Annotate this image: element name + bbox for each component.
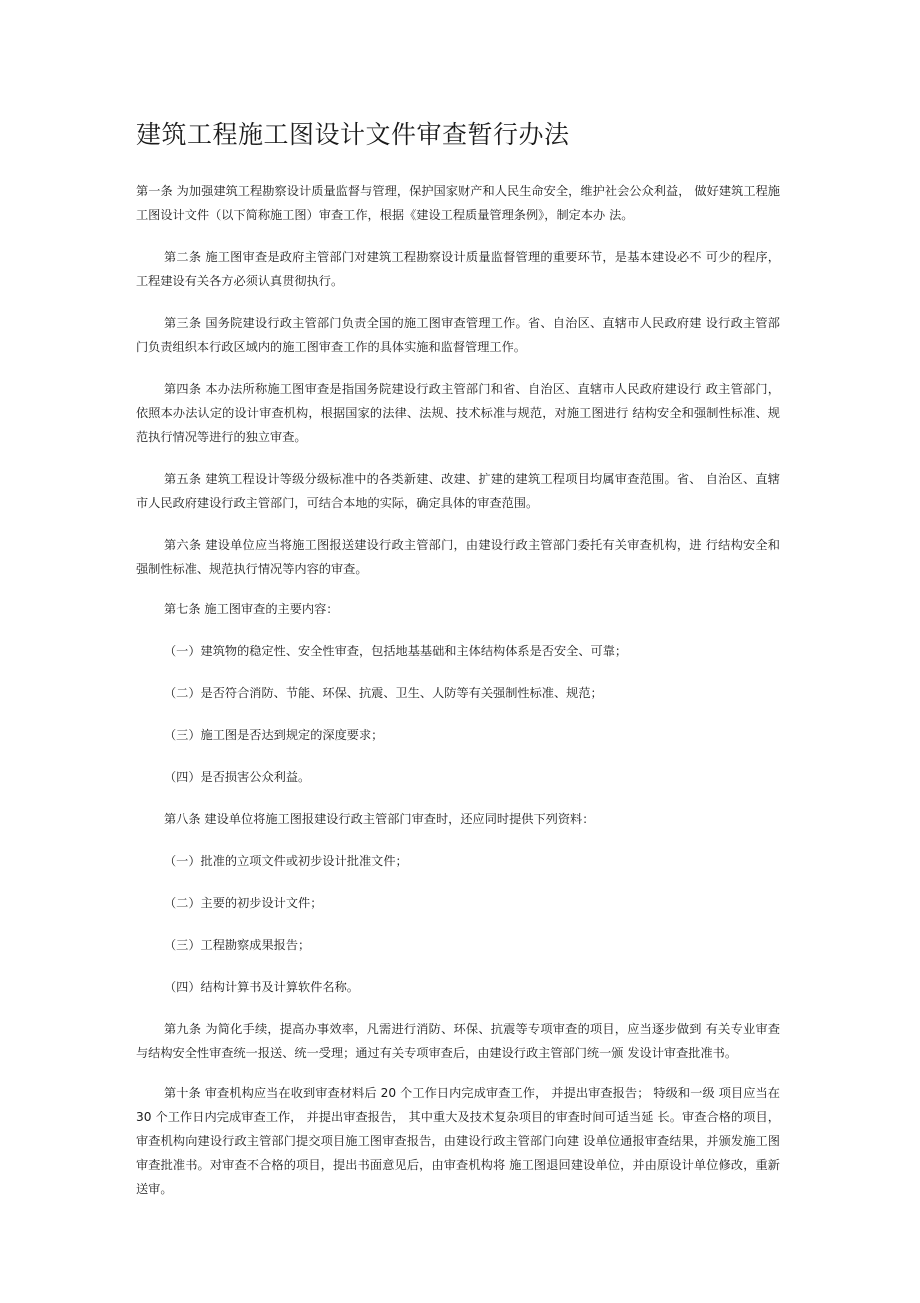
- article-7-item: （四）是否损害公众利益。: [164, 770, 311, 784]
- article-3: 第三条 国务院建设行政主管部门负责全国的施工图审查管理工作。省、自治区、直辖市人民政府建 设行政主管部门负责组织本行政区域内的施工图审查工作的具体实施和监督管理工作。: [136, 316, 780, 354]
- article-8-item: （二）主要的初步设计文件；: [164, 896, 323, 910]
- article-1: 第一条 为加强建筑工程勘察设计质量监督与管理，保护国家财产和人民生命安全，维护社会公众利益， 做好建筑工程施工图设计文件（以下简称施工图）审查工作，根据《建设工程质量管理条例》，制定本办 法。: [136, 184, 780, 222]
- article-8-item: （三）工程勘察成果报告；: [164, 938, 311, 952]
- article-6: 第六条 建设单位应当将施工图报送建设行政主管部门，由建设行政主管部门委托有关审查机构，进 行结构安全和强制性标准、规范执行情况等内容的审查。: [136, 538, 780, 576]
- article-7-item: （三）施工图是否达到规定的深度要求；: [164, 728, 384, 742]
- article-7-item: （二）是否符合消防、节能、环保、抗震、卫生、人防等有关强制性标准、规范；: [164, 686, 603, 700]
- article-8-item: （一）批准的立项文件或初步设计批准文件；: [164, 854, 408, 868]
- article-8-item: （四）结构计算书及计算软件名称。: [164, 980, 359, 994]
- article-7: 第七条 施工图审查的主要内容：: [164, 602, 339, 616]
- article-4: 第四条 本办法所称施工图审查是指国务院建设行政主管部门和省、自治区、直辖市人民政府建设行 政主管部门，依照本办法认定的设计审查机构，根据国家的法律、法规、技术标准与规范，对施工图进行 结构安全和强制性标准、规范执行情况等进行的独立审查。: [136, 382, 780, 444]
- article-10: 第十条 审查机构应当在收到审查材料后 20 个工作日内完成审查工作， 并提出审查报告； 特级和一级 项目应当在 30 个工作日内完成审查工作， 并提出审查报告， 其中重大及技术复杂项目的审查时间可适当延 长。审查合格的项目，审查机构向建设行政主管部门提交项目施工图审查报告，由建设行政主管部门向建 设单位通报审查结果，并颁发施工图审查批准书。对审查不合格的项目，提出书面意见后，由审查机构将 施工图退回建设单位，并由原设计单位修改，重新送审。: [136, 1086, 780, 1196]
- document-title: 建筑工程施工图设计文件审查暂行办法: [136, 120, 570, 149]
- article-5: 第五条 建筑工程设计等级分级标准中的各类新建、改建、扩建的建筑工程项目均属审查范围。省、 自治区、直辖市人民政府建设行政主管部门，可结合本地的实际，确定具体的审查范围。: [136, 472, 780, 510]
- article-9: 第九条 为简化手续，提高办事效率，凡需进行消防、环保、抗震等专项审查的项目，应当逐步做到 有关专业审查与结构安全性审查统一报送、统一受理；通过有关专项审查后，由建设行政主管部门统一颁 发设计审查批准书。: [136, 1022, 780, 1060]
- article-2: 第二条 施工图审查是政府主管部门对建筑工程勘察设计质量监督管理的重要环节，是基本建设必不 可少的程序，工程建设有关各方必须认真贯彻执行。: [136, 250, 780, 288]
- article-7-item: （一）建筑物的稳定性、安全性审查，包括地基基础和主体结构体系是否安全、可靠；: [164, 644, 628, 658]
- article-8: 第八条 建设单位将施工图报建设行政主管部门审查时，还应同时提供下列资料：: [164, 812, 595, 826]
